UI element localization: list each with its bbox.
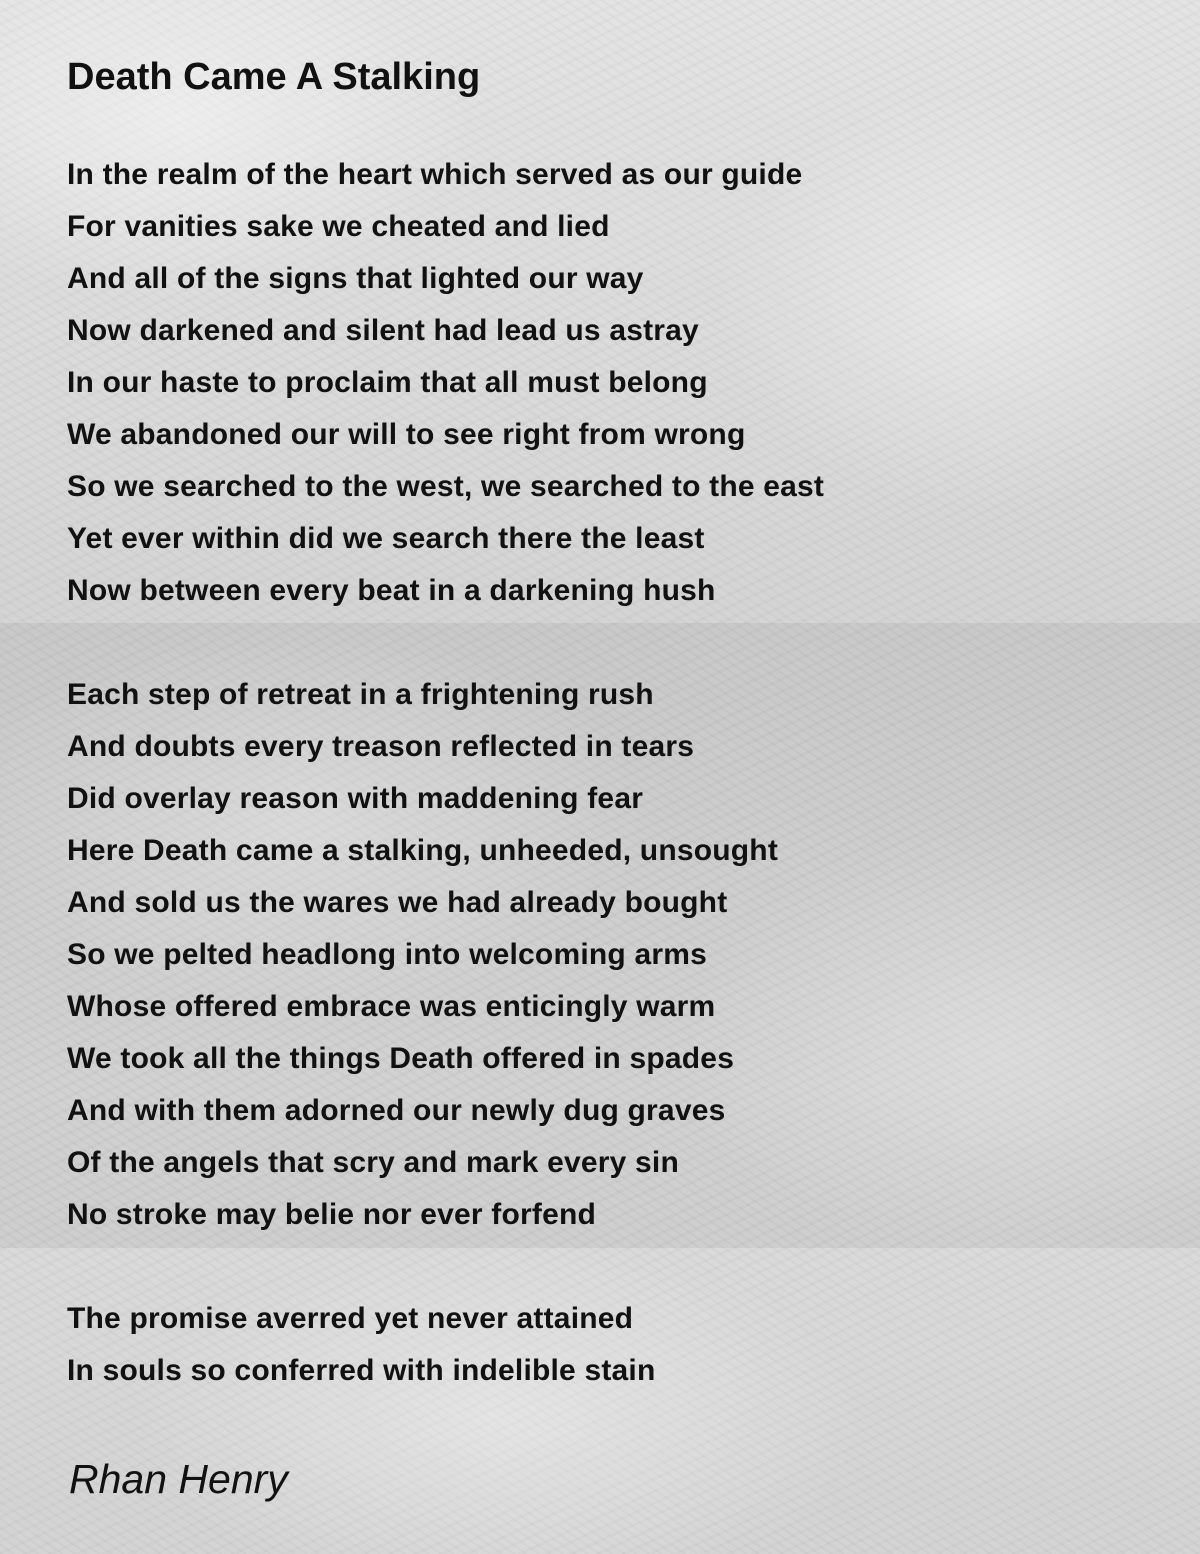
poem-title: Death Came A Stalking (67, 56, 481, 98)
poem-line: So we pelted headlong into welcoming arms (67, 938, 707, 971)
poem-line: No stroke may belie nor ever forfend (67, 1198, 597, 1231)
poem-line: In souls so conferred with indelible stain (67, 1354, 656, 1387)
poem-line: In our haste to proclaim that all must belong (67, 366, 708, 399)
poem-line: Now darkened and silent had lead us astray (67, 314, 699, 347)
poem-line: Each step of retreat in a frightening rush (67, 678, 654, 711)
poem-author: Rhan Henry (69, 1456, 288, 1502)
poem-line: So we searched to the west, we searched to the east (67, 470, 825, 503)
stanza-1 (67, 149, 824, 617)
poem-line: And sold us the wares we had already bought (67, 886, 728, 919)
poem-line: Did overlay reason with maddening fear (67, 782, 644, 815)
poem-line: Here Death came a stalking, unheeded, unsought (67, 834, 779, 867)
poem-line: And all of the signs that lighted our way (67, 262, 644, 295)
stanza-2 (67, 669, 778, 1241)
poem-line: And doubts every treason reflected in tears (67, 730, 695, 763)
poem-line: In the realm of the heart which served as our guide (67, 158, 803, 191)
poem-line: And with them adorned our newly dug graves (67, 1094, 726, 1127)
poem-line: We abandoned our will to see right from wrong (67, 418, 746, 451)
poem-line: Whose offered embrace was enticingly warm (67, 990, 716, 1023)
poem-line: Of the angels that scry and mark every sin (67, 1146, 679, 1179)
poem-line: We took all the things Death offered in spades (67, 1042, 735, 1075)
poem-line: For vanities sake we cheated and lied (67, 210, 610, 243)
poem-line: Now between every beat in a darkening hush (67, 574, 716, 607)
poem-line: The promise averred yet never attained (67, 1302, 634, 1335)
stanza-3 (67, 1293, 656, 1397)
poem-line: Yet ever within did we search there the least (67, 522, 705, 555)
